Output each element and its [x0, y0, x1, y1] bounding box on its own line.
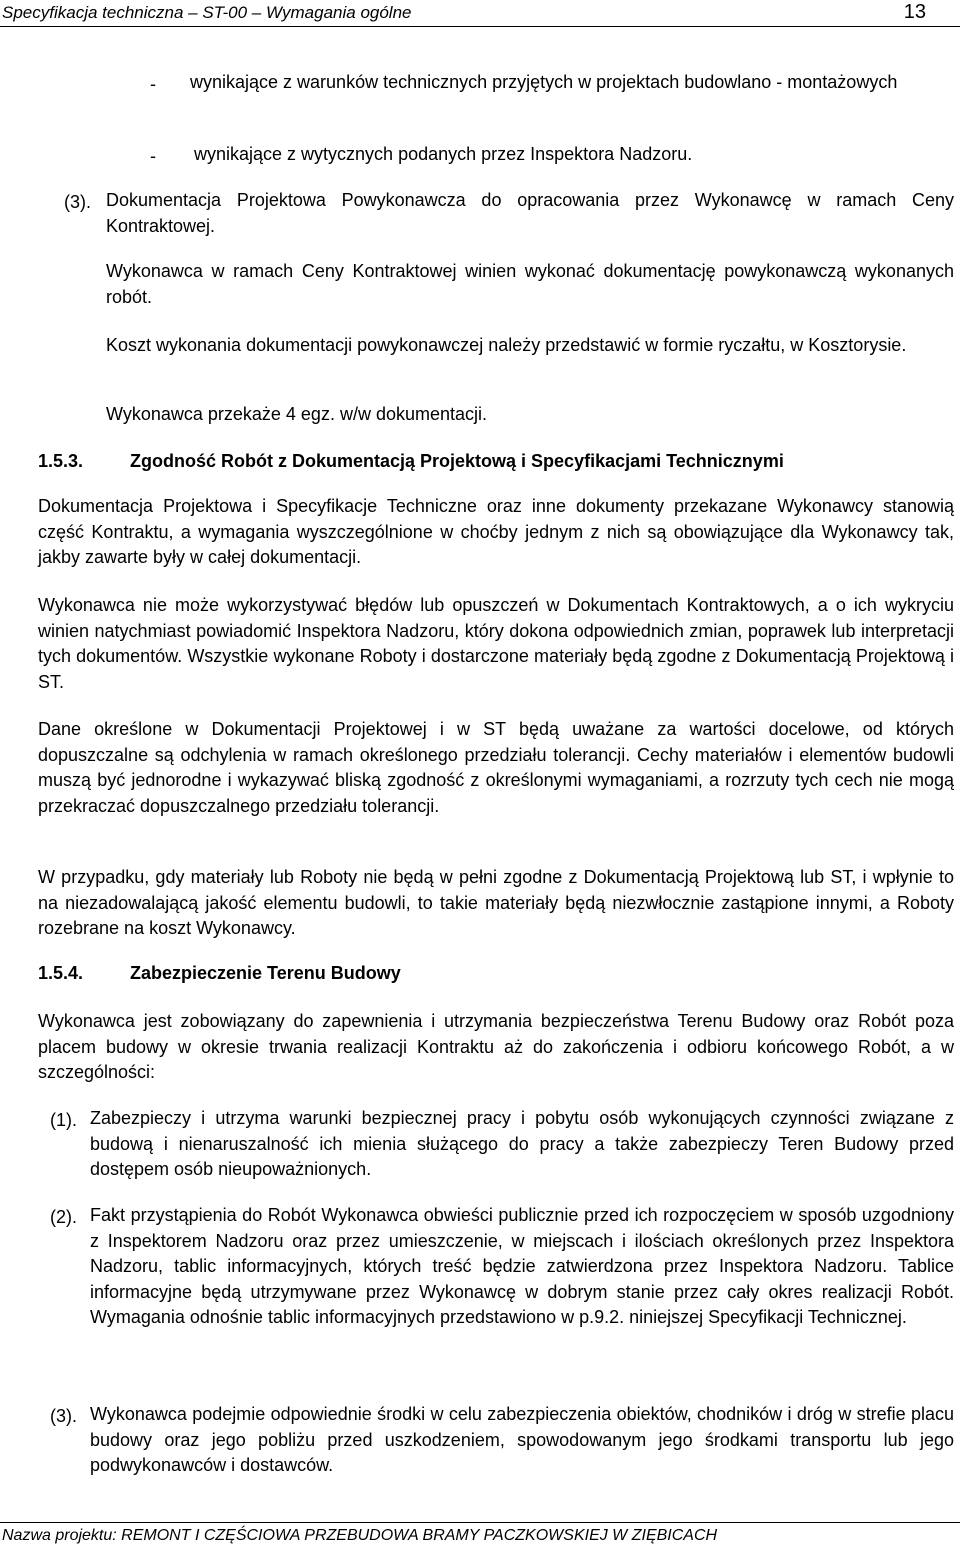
list-item: wynikające z warunków technicznych przyjętych w projektach budowlano - montażowych — [190, 72, 898, 92]
section-number: 1.5.4. — [38, 963, 84, 983]
item-text: Dokumentacja Projektowa Powykonawcza do opracowania przez Wykonawcę w ramach Ceny Kontraktowej. — [106, 190, 954, 236]
header-title: Specyfikacja techniczna – ST-00 – Wymagania ogólne — [2, 3, 412, 22]
paragraph: Wykonawca w ramach Ceny Kontraktowej winien wykonać dokumentację powykonawczą wykonanych robót. — [106, 261, 954, 307]
list-item: Zabezpieczy i utrzyma warunki bezpiecznej pracy i pobytu osób wykonujących czynności związane z budową i nienaruszalność ich mienia służącego do pracy a także zabezpieczy Teren Budowy przed dostępem osób nieupoważnionych. — [90, 1108, 954, 1179]
section-title: Zgodność Robót z Dokumentacją Projektową i Specyfikacjami Technicznymi — [130, 451, 784, 471]
list-item: Fakt przystąpienia do Robót Wykonawca obwieści publicznie przed ich rozpoczęciem w sposób uzgodniony z Inspektorem Nadzoru oraz przez umieszczenie, w miejscach i ilościach określonych przez Inspektora Nadzoru, tablic informacyjnych, których treść będzie zatwierdzona przez Inspektora Nadzoru. Tablice informacyjne będą utrzymywane przez Wykonawcę w dobrym stanie przez cały okres realizacji Robót. Wymagania odnośnie tablic informacyjnych przedstawiono w p.9.2. niniejszej Specyfikacji Technicznej. — [90, 1205, 954, 1327]
list-item: Wykonawca podejmie odpowiednie środki w celu zabezpieczenia obiektów, chodników i dróg w strefie placu budowy oraz jego pobliżu przed uszkodzeniem, spowodowanym jego środkami transportu lub jego podwykonawców i dostawców. — [90, 1404, 954, 1475]
list-item: wynikające z wytycznych podanych przez Inspektora Nadzoru. — [194, 144, 693, 164]
item-number: (3). — [50, 1406, 77, 1426]
page-number: 13 — [903, 1, 926, 23]
item-number: (3). — [64, 192, 91, 212]
item-number: (1). — [50, 1110, 77, 1130]
item-number: (2). — [50, 1207, 77, 1227]
paragraph: Dane określone w Dokumentacji Projektowej i w ST będą uważane za wartości docelowe, od których dopuszczalne są odchylenia w ramach określonego przedziału tolerancji. Cechy materiałów i elementów budowli muszą być jednorodne i wykazywać bliską zgodność z określonymi wymaganiami, a rozrzuty tych cech nie mogą przekraczać dopuszczalnego przedziału tolerancji. — [38, 719, 954, 816]
paragraph: Wykonawca nie może wykorzystywać błędów lub opuszczeń w Dokumentach Kontraktowych, a o ich wykryciu winien natychmiast powiadomić Inspektora Nadzoru, który dokona odpowiednich zmian, poprawek lub interpretacji tych dokumentów. Wszystkie wykonane Roboty i dostarczone materiały będą zgodne z Dokumentacją Projektową i ST. — [38, 595, 954, 692]
list-dash: - — [150, 146, 156, 166]
paragraph: Koszt wykonania dokumentacji powykonawczej należy przedstawić w formie ryczałtu, w Kosztorysie. — [106, 335, 907, 355]
section-title: Zabezpieczenie Terenu Budowy — [130, 963, 401, 983]
page-header — [0, 0, 960, 27]
list-dash: - — [150, 74, 156, 94]
section-number: 1.5.3. — [38, 451, 84, 471]
paragraph: Wykonawca jest zobowiązany do zapewnienia i utrzymania bezpieczeństwa Terenu Budowy oraz Robót poza placem budowy w okresie trwania realizacji Kontraktu aż do zakończenia i odbioru końcowego Robót, a w szczególności: — [38, 1011, 954, 1082]
paragraph: Dokumentacja Projektowa i Specyfikacje Techniczne oraz inne dokumenty przekazane Wykonawcy stanowią część Kontraktu, a wymagania wyszczególnione w choćby jednym z nich są obowiązujące dla Wykonawcy tak, jakby zawarte były w całej dokumentacji. — [38, 496, 954, 567]
paragraph: W przypadku, gdy materiały lub Roboty nie będą w pełni zgodne z Dokumentacją Projektową lub ST, i wpłynie to na niezadowalającą jakość elementu budowli, to takie materiały będą niezwłocznie zastąpione innymi, a Roboty rozebrane na koszt Wykonawcy. — [38, 867, 954, 938]
paragraph: Wykonawca przekaże 4 egz. w/w dokumentacji. — [106, 404, 488, 424]
page-footer: Nazwa projektu: REMONT I CZĘŚCIOWA PRZEBUDOWA BRAMY PACZKOWSKIEJ W ZIĘBICACH — [0, 1522, 960, 1545]
